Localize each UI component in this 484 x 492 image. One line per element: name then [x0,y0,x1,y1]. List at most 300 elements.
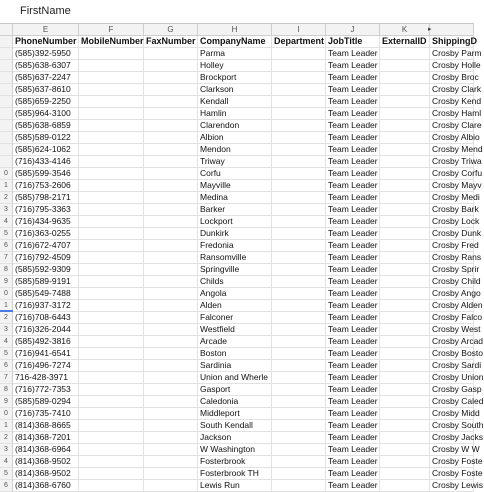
table-cell[interactable] [272,120,326,132]
table-cell[interactable] [79,456,144,468]
table-cell[interactable] [144,72,198,84]
table-cell[interactable]: Crosby Alden [432,300,483,310]
table-cell[interactable]: Childs [198,276,272,288]
table-cell[interactable]: Team Leader [326,432,380,444]
table-cell[interactable] [144,264,198,276]
table-cell[interactable]: Barker [198,204,272,216]
table-cell[interactable]: (585)659-2250 [13,96,79,108]
row-number[interactable] [0,132,13,144]
table-cell[interactable]: Crosby Mayv [432,180,482,190]
table-cell[interactable]: (716)363-0255 [13,228,79,240]
table-cell[interactable] [79,432,144,444]
column-header[interactable]: JobTitle [326,36,380,48]
table-cell[interactable]: (814)368-8665 [13,420,79,432]
column-header[interactable]: CompanyName [198,36,272,48]
table-cell[interactable] [144,252,198,264]
table-cell[interactable]: Team Leader [326,360,380,372]
table-cell[interactable]: Team Leader [326,420,380,432]
table-cell[interactable] [79,372,144,384]
table-cell[interactable]: Team Leader [326,204,380,216]
table-cell[interactable]: (585)392-5950 [13,48,79,60]
table-cell[interactable] [272,252,326,264]
table-cell[interactable] [79,384,144,396]
table-cell[interactable] [144,180,198,192]
table-cell[interactable]: (716)795-3363 [13,204,79,216]
table-cell[interactable]: Albion [198,132,272,144]
table-cell[interactable] [380,252,430,264]
table-cell[interactable] [380,84,430,96]
table-cell[interactable] [272,72,326,84]
table-cell[interactable] [79,216,144,228]
column-letter-J[interactable]: J [326,24,380,36]
table-cell[interactable] [380,72,430,84]
table-cell[interactable] [79,84,144,96]
table-cell[interactable]: Crosby Rans [432,252,482,262]
table-cell[interactable] [380,420,430,432]
row-number[interactable] [0,60,13,72]
table-cell[interactable]: (585)637-2247 [13,72,79,84]
table-cell[interactable] [380,444,430,456]
table-cell[interactable]: (716)433-4146 [13,156,79,168]
table-cell[interactable]: Crosby Jacks [432,432,484,442]
table-cell[interactable]: (716)735-7410 [13,408,79,420]
table-cell[interactable]: South Kendall [198,420,272,432]
row-number[interactable]: 3 [0,324,13,336]
table-cell[interactable] [380,192,430,204]
row-number[interactable]: 9 [0,276,13,288]
table-cell[interactable] [144,324,198,336]
table-cell[interactable]: (716)772-7353 [13,384,79,396]
table-cell[interactable]: Crosby Ango [432,288,481,298]
table-cell[interactable] [272,324,326,336]
table-cell[interactable] [272,468,326,480]
table-cell[interactable]: Crosby West [432,324,481,334]
table-cell[interactable] [380,156,430,168]
table-cell[interactable] [79,144,144,156]
table-cell[interactable] [272,216,326,228]
table-cell[interactable] [144,144,198,156]
table-cell[interactable]: Team Leader [326,144,380,156]
table-cell[interactable] [79,300,144,312]
table-cell[interactable] [272,408,326,420]
table-cell[interactable]: (716)792-4509 [13,252,79,264]
table-cell[interactable]: Team Leader [326,108,380,120]
table-cell[interactable] [144,120,198,132]
table-cell[interactable] [380,48,430,60]
table-cell[interactable] [272,240,326,252]
column-letter-E[interactable]: E [13,24,79,36]
table-cell[interactable]: (814)368-7201 [13,432,79,444]
table-cell[interactable] [272,312,326,324]
table-cell[interactable]: Crosby Lock [432,216,480,226]
table-cell[interactable]: Team Leader [326,312,380,324]
table-cell[interactable] [380,228,430,240]
row-number[interactable]: 5 [0,348,13,360]
row-number[interactable]: 6 [0,480,13,492]
table-cell[interactable] [144,84,198,96]
table-cell[interactable]: Team Leader [326,480,380,492]
table-cell[interactable]: (585)549-7488 [13,288,79,300]
table-cell[interactable]: Holley [198,60,272,72]
table-cell[interactable]: Crosby Bosto [432,348,484,358]
table-cell[interactable] [144,384,198,396]
table-cell[interactable] [79,72,144,84]
row-number[interactable] [0,48,13,60]
table-cell[interactable]: Triway [198,156,272,168]
table-cell[interactable] [272,144,326,156]
table-cell[interactable]: Team Leader [326,240,380,252]
table-cell[interactable]: Team Leader [326,192,380,204]
table-cell[interactable] [79,276,144,288]
table-cell[interactable] [272,432,326,444]
table-cell[interactable]: Gasport [198,384,272,396]
table-cell[interactable]: Team Leader [326,264,380,276]
table-cell[interactable] [380,468,430,480]
row-number[interactable]: 9 [0,396,13,408]
table-cell[interactable]: Crosby Gasp [432,384,482,394]
table-cell[interactable]: Team Leader [326,408,380,420]
table-cell[interactable]: Jackson [198,432,272,444]
table-cell[interactable] [144,372,198,384]
column-header[interactable]: MobileNumber [81,36,144,46]
table-cell[interactable] [144,360,198,372]
row-number[interactable]: 2 [0,192,13,204]
table-cell[interactable] [79,120,144,132]
table-cell[interactable]: Fosterbrook [198,456,272,468]
table-cell[interactable] [380,132,430,144]
table-cell[interactable] [380,360,430,372]
table-cell[interactable]: Team Leader [326,288,380,300]
table-cell[interactable]: Crosby South [432,420,484,430]
table-cell[interactable] [272,60,326,72]
table-cell[interactable] [380,240,430,252]
table-cell[interactable]: (585)798-2171 [13,192,79,204]
table-cell[interactable]: Crosby Mend [432,144,483,154]
table-cell[interactable]: Fredonia [198,240,272,252]
table-cell[interactable] [144,48,198,60]
table-cell[interactable] [79,312,144,324]
column-letter-H[interactable]: H [198,24,272,36]
table-cell[interactable]: (716)496-7274 [13,360,79,372]
table-cell[interactable]: (585)637-8610 [13,84,79,96]
row-number[interactable]: 7 [0,252,13,264]
table-cell[interactable] [144,420,198,432]
table-cell[interactable]: Mendon [198,144,272,156]
table-cell[interactable]: (716)434-9635 [13,216,79,228]
table-cell[interactable] [380,168,430,180]
table-cell[interactable]: Team Leader [326,120,380,132]
formula-bar-value[interactable]: FirstName [20,5,71,17]
table-cell[interactable] [144,108,198,120]
table-cell[interactable]: (585)592-9309 [13,264,79,276]
table-cell[interactable]: Team Leader [326,228,380,240]
table-cell[interactable] [79,408,144,420]
table-cell[interactable]: (585)964-3100 [13,108,79,120]
table-cell[interactable]: Crosby Haml [432,108,482,118]
table-cell[interactable] [79,180,144,192]
row-number[interactable]: 5 [0,228,13,240]
table-cell[interactable] [79,264,144,276]
table-cell[interactable] [79,288,144,300]
table-cell[interactable] [144,204,198,216]
table-cell[interactable] [380,96,430,108]
table-cell[interactable] [380,60,430,72]
table-cell[interactable] [79,204,144,216]
table-cell[interactable] [79,192,144,204]
table-cell[interactable]: Team Leader [326,84,380,96]
table-cell[interactable] [79,156,144,168]
table-cell[interactable]: Crosby Dunk [432,228,482,238]
table-cell[interactable] [380,312,430,324]
column-letter-F[interactable]: F [79,24,144,36]
table-cell[interactable] [272,264,326,276]
table-cell[interactable] [380,336,430,348]
column-header[interactable]: PhoneNumber [13,36,79,48]
row-number[interactable] [0,156,13,168]
row-number[interactable]: 6 [0,360,13,372]
table-cell[interactable]: (585)638-6307 [13,60,79,72]
table-cell[interactable]: Crosby Sardi [432,360,482,370]
table-cell[interactable] [380,480,430,492]
table-cell[interactable]: Crosby W W [432,444,480,454]
table-cell[interactable]: Clarkson [198,84,272,96]
table-cell[interactable] [79,228,144,240]
table-cell[interactable] [144,276,198,288]
table-cell[interactable] [144,240,198,252]
table-cell[interactable] [272,384,326,396]
table-cell[interactable] [144,408,198,420]
table-cell[interactable] [380,396,430,408]
table-cell[interactable]: Team Leader [326,372,380,384]
table-cell[interactable] [79,252,144,264]
table-cell[interactable]: (716)941-6541 [13,348,79,360]
row-number[interactable] [0,84,13,96]
table-cell[interactable] [144,60,198,72]
table-cell[interactable]: Crosby Clare [432,120,482,130]
table-cell[interactable]: Hamlin [198,108,272,120]
table-cell[interactable] [272,48,326,60]
table-cell[interactable] [272,168,326,180]
table-cell[interactable]: Dunkirk [198,228,272,240]
table-cell[interactable] [272,420,326,432]
row-number[interactable]: 1 [0,300,13,312]
column-letter-G[interactable]: G [144,24,198,36]
table-cell[interactable]: (585)599-3546 [13,168,79,180]
table-cell[interactable] [380,348,430,360]
table-cell[interactable]: Falconer [198,312,272,324]
table-cell[interactable]: Team Leader [326,72,380,84]
table-cell[interactable]: Lewis Run [198,480,272,492]
table-cell[interactable]: Team Leader [326,468,380,480]
table-cell[interactable]: Team Leader [326,132,380,144]
table-cell[interactable] [144,216,198,228]
table-cell[interactable] [380,264,430,276]
table-cell[interactable] [79,108,144,120]
table-cell[interactable]: Crosby Midd [432,408,480,418]
row-number[interactable]: 3 [0,444,13,456]
table-cell[interactable] [144,96,198,108]
table-cell[interactable]: Team Leader [326,444,380,456]
table-cell[interactable] [272,396,326,408]
row-number[interactable]: 8 [0,264,13,276]
table-cell[interactable]: Medina [198,192,272,204]
table-cell[interactable]: Crosby Child [432,276,481,286]
table-cell[interactable]: Crosby Medi [432,192,480,202]
table-cell[interactable]: Brockport [198,72,272,84]
table-cell[interactable]: (814)368-9502 [13,468,79,480]
table-cell[interactable]: Crosby Kend [432,96,482,106]
table-cell[interactable]: Team Leader [326,336,380,348]
table-cell[interactable]: Parma [198,48,272,60]
table-cell[interactable] [272,348,326,360]
table-cell[interactable] [272,84,326,96]
table-cell[interactable] [79,48,144,60]
row-number[interactable] [0,144,13,156]
table-cell[interactable]: Team Leader [326,168,380,180]
table-cell[interactable]: Team Leader [326,60,380,72]
table-cell[interactable] [79,480,144,492]
table-cell[interactable] [144,396,198,408]
table-cell[interactable] [380,204,430,216]
table-cell[interactable]: W Washington [198,444,272,456]
row-number[interactable]: 3 [0,204,13,216]
table-cell[interactable] [144,312,198,324]
column-header[interactable]: FaxNumber [144,36,198,48]
table-cell[interactable]: Team Leader [326,276,380,288]
table-cell[interactable] [79,360,144,372]
table-cell[interactable]: Team Leader [326,156,380,168]
table-cell[interactable]: Fosterbrook TH [198,468,272,480]
table-cell[interactable]: Crosby Broc [432,72,479,82]
table-cell[interactable] [380,372,430,384]
table-cell[interactable]: (814)368-6760 [13,480,79,492]
row-number[interactable] [0,120,13,132]
table-cell[interactable]: (585)492-3816 [13,336,79,348]
table-cell[interactable] [144,132,198,144]
table-cell[interactable]: Springville [198,264,272,276]
table-cell[interactable] [380,408,430,420]
table-cell[interactable]: Crosby Fred [432,240,479,250]
table-cell[interactable] [79,132,144,144]
table-cell[interactable] [79,468,144,480]
table-cell[interactable]: Team Leader [326,180,380,192]
table-cell[interactable] [79,444,144,456]
table-cell[interactable] [144,348,198,360]
formula-bar[interactable] [0,0,474,24]
table-cell[interactable]: Team Leader [326,252,380,264]
column-letter-K[interactable]: K [380,24,430,36]
table-cell[interactable]: (585)638-6859 [13,120,79,132]
table-cell[interactable]: (814)368-9502 [13,456,79,468]
table-cell[interactable]: Crosby Holle [432,60,481,70]
table-cell[interactable] [144,156,198,168]
table-cell[interactable]: Crosby Triwa [432,156,482,166]
table-cell[interactable] [272,204,326,216]
table-cell[interactable] [380,300,430,312]
select-all-corner[interactable] [0,24,13,36]
table-cell[interactable] [272,456,326,468]
table-cell[interactable] [380,180,430,192]
table-cell[interactable] [272,480,326,492]
table-cell[interactable] [144,468,198,480]
table-cell[interactable]: Alden [198,300,272,312]
table-cell[interactable]: Westfield [198,324,272,336]
table-cell[interactable] [144,336,198,348]
table-cell[interactable]: Crosby Sprir [432,264,480,274]
table-cell[interactable]: Crosby Corfu [432,168,483,178]
table-cell[interactable]: Team Leader [326,384,380,396]
table-cell[interactable]: Boston [198,348,272,360]
row-number[interactable]: 0 [0,288,13,300]
table-cell[interactable]: Kendall [198,96,272,108]
table-cell[interactable]: Team Leader [326,48,380,60]
table-cell[interactable]: Team Leader [326,324,380,336]
table-cell[interactable]: Corfu [198,168,272,180]
table-cell[interactable] [272,96,326,108]
table-cell[interactable] [144,300,198,312]
row-number[interactable]: 8 [0,384,13,396]
table-cell[interactable] [79,240,144,252]
table-cell[interactable]: Team Leader [326,348,380,360]
table-cell[interactable]: Crosby Falco [432,312,483,322]
table-cell[interactable] [144,228,198,240]
table-cell[interactable] [380,288,430,300]
table-cell[interactable]: Crosby Parm [432,48,482,58]
column-header[interactable]: Department [274,36,325,46]
row-number[interactable] [0,36,13,48]
table-cell[interactable]: 716-428-3971 [13,372,79,384]
table-cell[interactable] [144,456,198,468]
row-number[interactable]: 4 [0,216,13,228]
table-cell[interactable] [272,156,326,168]
table-cell[interactable] [144,480,198,492]
column-letter-I[interactable]: I [272,24,326,36]
table-cell[interactable] [272,336,326,348]
row-number[interactable] [0,72,13,84]
row-number[interactable]: 4 [0,336,13,348]
table-cell[interactable] [272,228,326,240]
row-number[interactable]: 7 [0,372,13,384]
row-number[interactable]: 1 [0,420,13,432]
table-cell[interactable] [380,144,430,156]
table-cell[interactable] [272,444,326,456]
table-cell[interactable] [144,288,198,300]
table-cell[interactable]: Sardinia [198,360,272,372]
table-cell[interactable] [380,108,430,120]
table-cell[interactable]: (585)624-1062 [13,144,79,156]
row-number[interactable]: 1 [0,180,13,192]
table-cell[interactable]: (585)589-0294 [13,396,79,408]
table-cell[interactable]: Union and Wherle [198,372,272,384]
table-cell[interactable] [144,168,198,180]
row-number[interactable] [0,96,13,108]
table-cell[interactable]: Clarendon [198,120,272,132]
table-cell[interactable] [272,192,326,204]
table-cell[interactable] [272,360,326,372]
table-cell[interactable]: (716)753-2606 [13,180,79,192]
column-header[interactable]: ExternalID [380,36,430,48]
table-cell[interactable]: Ransomville [198,252,272,264]
table-cell[interactable] [144,444,198,456]
table-cell[interactable] [79,60,144,72]
row-number[interactable]: 2 [0,432,13,444]
table-cell[interactable] [144,192,198,204]
table-cell[interactable]: Team Leader [326,396,380,408]
table-cell[interactable] [272,180,326,192]
table-cell[interactable]: Crosby Caled [432,396,484,406]
table-cell[interactable]: (716)326-2044 [13,324,79,336]
table-cell[interactable]: Crosby Foste [432,456,483,466]
